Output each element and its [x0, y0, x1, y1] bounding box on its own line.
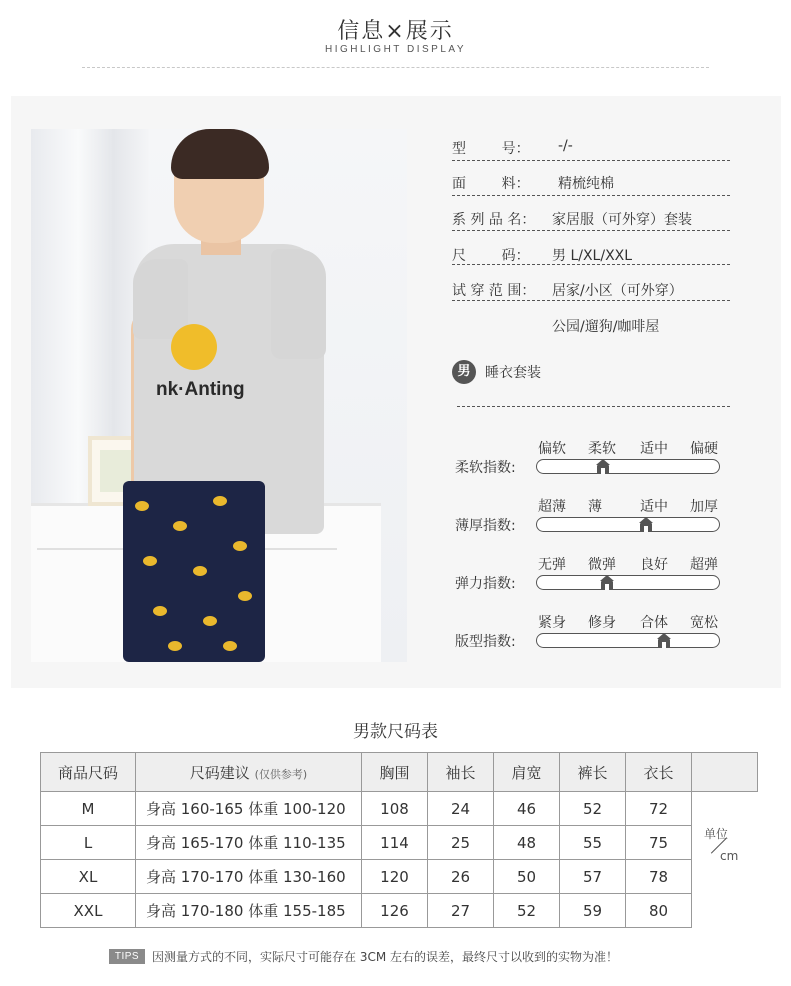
header-pants: 裤长	[560, 753, 626, 792]
index-option: 宽松	[690, 615, 718, 631]
cell-length: 75	[626, 826, 692, 860]
index-option: 超薄	[538, 499, 566, 515]
spec-value: 男 L/XL/XXL	[552, 248, 633, 264]
index-option: 超弹	[690, 557, 718, 573]
table-header-row	[41, 753, 758, 792]
unit-label: 单位	[704, 827, 729, 841]
index-option: 良好	[640, 557, 668, 573]
index-option: 微弹	[588, 557, 616, 573]
spec-label: 系 列 品 名：	[452, 212, 536, 228]
spec-label: 尺 码：	[452, 248, 530, 264]
cell-suggestion: 身高 165-170 体重 110-135	[136, 826, 362, 860]
table-row	[41, 826, 758, 860]
header-length: 衣长	[626, 753, 692, 792]
index-option: 紧身	[538, 615, 566, 631]
unit-cell	[692, 753, 758, 863]
index-option: 偏软	[538, 441, 566, 457]
model-shorts	[123, 481, 265, 662]
index-option: 薄	[588, 499, 602, 515]
cell-pants: 57	[560, 860, 626, 894]
spec-value: 居家/小区（可外穿）	[552, 283, 683, 299]
index-option: 适中	[640, 441, 668, 457]
cell-sleeve: 26	[428, 860, 494, 894]
index-option: 无弹	[538, 557, 566, 573]
spec-label: 面 料：	[452, 176, 530, 192]
product-type: 睡衣套装	[485, 365, 541, 381]
tshirt-print-text: nk·Anting	[156, 379, 245, 400]
index-bar	[536, 459, 720, 474]
cell-shoulder: 48	[494, 826, 560, 860]
header-size: 商品尺码	[41, 753, 136, 792]
cell-length: 78	[626, 860, 692, 894]
index-option: 偏硬	[690, 441, 718, 457]
index-bar	[536, 517, 720, 532]
cell-size: M	[41, 792, 136, 826]
section-subtitle: HIGHLIGHT DISPLAY	[324, 44, 467, 55]
header-chest: 胸围	[362, 753, 428, 792]
index-option: 加厚	[690, 499, 718, 515]
spec-label: 型 号：	[452, 141, 530, 157]
model-hair	[171, 129, 269, 179]
index-option: 适中	[640, 499, 668, 515]
cell-sleeve: 25	[428, 826, 494, 860]
table-row	[41, 860, 758, 894]
index-label: 柔软指数:	[455, 460, 516, 476]
cell-sleeve: 24	[428, 792, 494, 826]
cell-chest: 114	[362, 826, 428, 860]
cell-suggestion: 身高 160-165 体重 100-120	[136, 792, 362, 826]
table-row	[41, 894, 758, 928]
index-option: 合体	[640, 615, 668, 631]
header-shoulder: 肩宽	[494, 753, 560, 792]
spec-model	[452, 138, 730, 162]
index-option: 柔软	[588, 441, 616, 457]
cell-suggestion: 身高 170-170 体重 130-160	[136, 860, 362, 894]
spec-value: 家居服（可外穿）套装	[552, 212, 692, 228]
spec-scope-extra: 公园/遛狗/咖啡屋	[552, 319, 660, 335]
cell-chest: 126	[362, 894, 428, 928]
header-suggestion: 尺码建议 (仅供参考)	[136, 753, 362, 792]
size-table	[40, 752, 758, 928]
spec-size	[452, 245, 730, 269]
unit-value: cm	[720, 849, 739, 863]
spec-label: 试 穿 范 围：	[452, 283, 536, 299]
spec-value: 精梳纯棉	[558, 176, 614, 192]
size-table-title: 男款尺码表	[353, 722, 438, 742]
index-label: 薄厚指数:	[455, 518, 516, 534]
tips-text: 因测量方式的不同，实际尺寸可能存在 3CM 左右的误差，最终尺寸以收到的实物为准！	[152, 950, 618, 964]
cell-shoulder: 46	[494, 792, 560, 826]
cell-shoulder: 52	[494, 894, 560, 928]
index-bar	[536, 633, 720, 648]
cell-size: XXL	[41, 894, 136, 928]
cartoon-mouse-print	[171, 324, 217, 370]
index-option: 修身	[588, 615, 616, 631]
gender-badge: 男	[452, 360, 476, 384]
spec-value: -/-	[558, 138, 573, 154]
spec-fabric	[452, 173, 730, 197]
cell-pants: 55	[560, 826, 626, 860]
index-bar	[536, 575, 720, 590]
cell-suggestion: 身高 170-180 体重 155-185	[136, 894, 362, 928]
product-photo	[31, 129, 407, 662]
cell-length: 80	[626, 894, 692, 928]
cell-shoulder: 50	[494, 860, 560, 894]
cell-chest: 108	[362, 792, 428, 826]
header-suggestion-hint: (仅供参考)	[254, 767, 308, 781]
tips-badge: TIPS	[109, 949, 145, 964]
index-label: 弹力指数:	[455, 576, 516, 592]
cell-pants: 59	[560, 894, 626, 928]
cell-pants: 52	[560, 792, 626, 826]
index-label: 版型指数:	[455, 634, 516, 650]
section-title: 信息×展示	[337, 19, 454, 44]
cell-length: 72	[626, 792, 692, 826]
cell-chest: 120	[362, 860, 428, 894]
table-row	[41, 792, 758, 826]
cell-size: XL	[41, 860, 136, 894]
cell-size: L	[41, 826, 136, 860]
header-divider	[82, 67, 709, 68]
cell-sleeve: 27	[428, 894, 494, 928]
header-sleeve: 袖长	[428, 753, 494, 792]
